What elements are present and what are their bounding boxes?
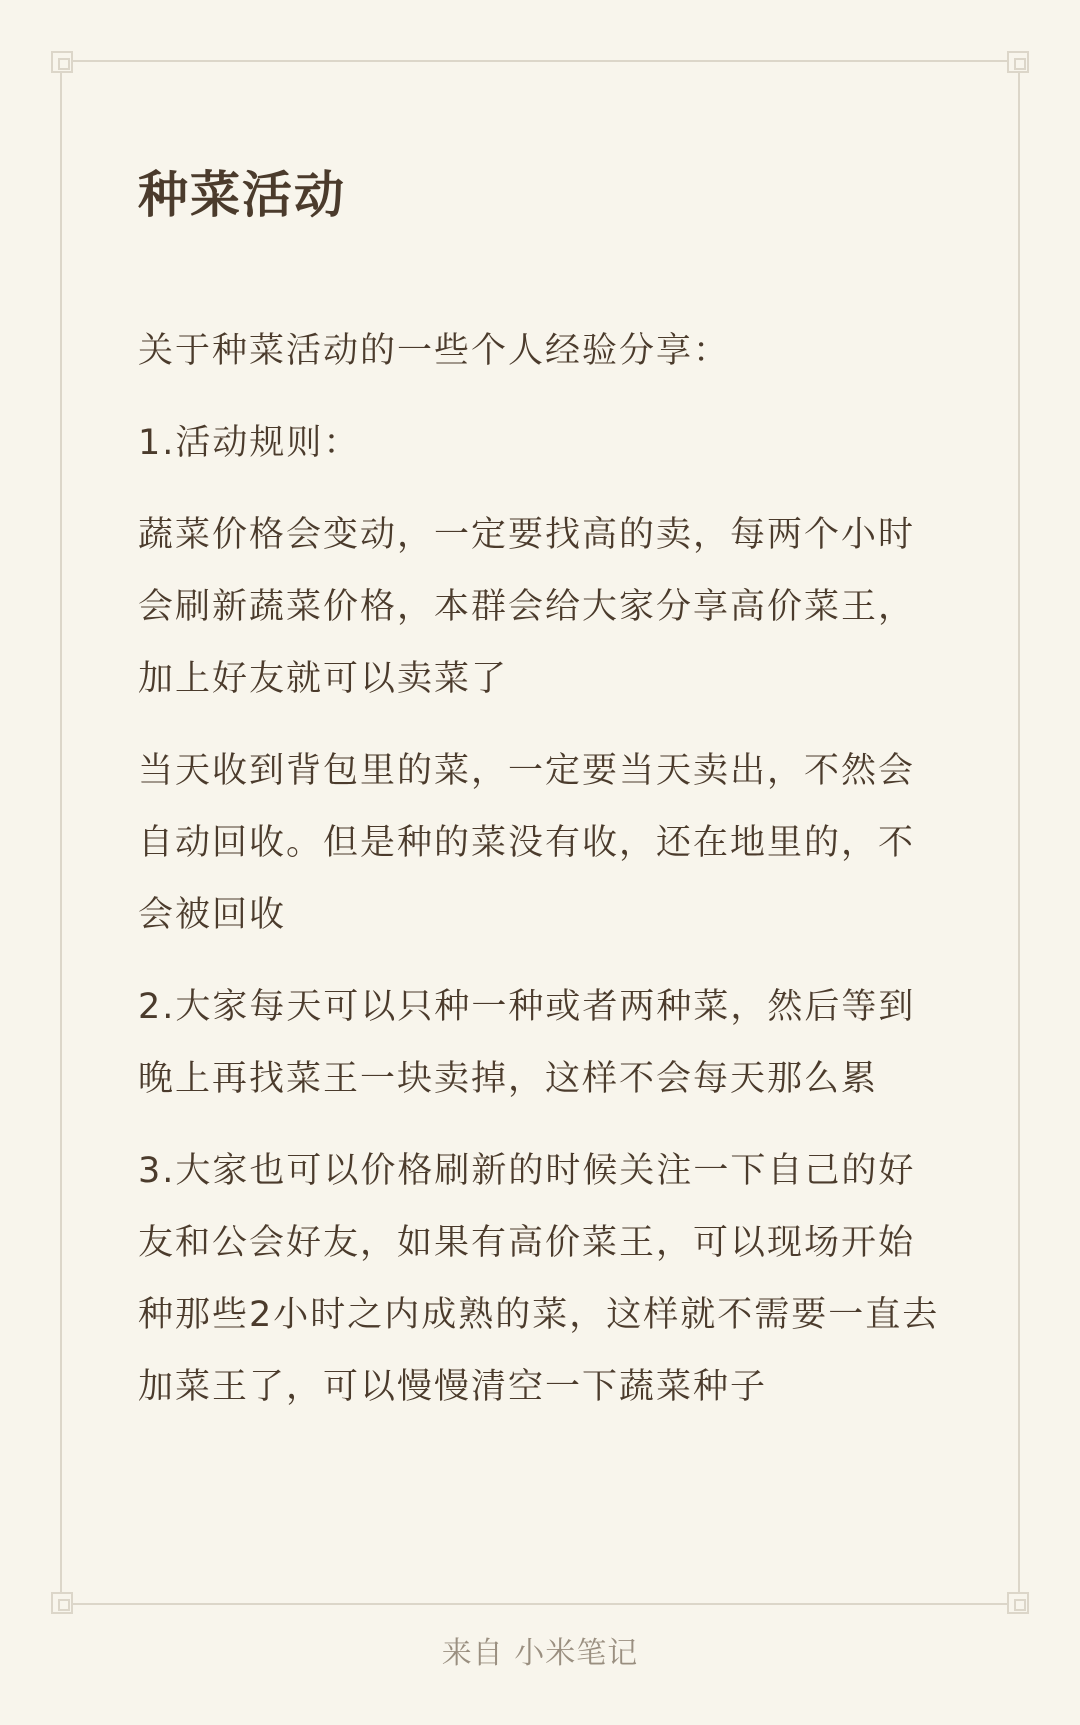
note-paragraph: 3.大家也可以价格刷新的时候关注一下自己的好友和公会好友，如果有高价菜王，可以现场开始种那些2小时之内成熟的菜，这样就不需要一直去加菜王了，可以慢慢清空一下蔬菜种子 xyxy=(138,1151,940,1407)
note-paragraph: 关于种菜活动的一些个人经验分享： xyxy=(138,331,731,371)
note-paragraph: 2.大家每天可以只种一种或者两种菜，然后等到晚上再找菜王一块卖掉，这样不会每天那么累 xyxy=(138,987,916,1099)
source-footer: 来自 小米笔记 xyxy=(441,1636,639,1671)
note-content xyxy=(138,165,946,1443)
frame-corner-ornament xyxy=(51,51,73,73)
note-paragraph: 当天收到背包里的菜，一定要当天卖出，不然会自动回收。但是种的菜没有收，还在地里的，不会被回收 xyxy=(138,751,916,935)
frame-corner-ornament xyxy=(1007,1592,1029,1614)
note-paragraph: 1.活动规则： xyxy=(138,423,361,463)
frame-corner-ornament xyxy=(1007,51,1029,73)
frame-corner-ornament xyxy=(51,1592,73,1614)
note-paragraph: 蔬菜价格会变动，一定要找高的卖，每两个小时会刷新蔬菜价格，本群会给大家分享高价菜王，加上好友就可以卖菜了 xyxy=(138,515,916,699)
note-title: 种菜活动 xyxy=(138,166,346,224)
